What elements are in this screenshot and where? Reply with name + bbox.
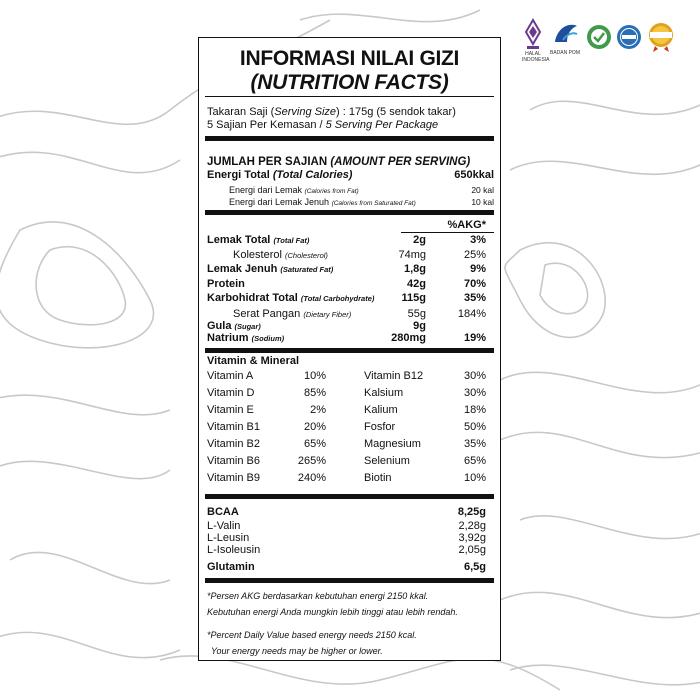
mineral-name: Kalium [364,404,398,416]
mineral-value: 50% [463,421,486,433]
vitamin-name: Vitamin B1 [207,421,260,433]
mineral-value: 30% [463,370,486,382]
mineral-name: Magnesium [364,438,421,450]
nutrient-akg: 9% [470,263,486,275]
servings-per-package-row: 5 Sajian Per Kemasan / 5 Serving Per Package [207,119,439,131]
serving-size-row: Takaran Saji (Serving Size) : 175g (5 sendok takar) [207,106,456,118]
amount-per-serving-header: JUMLAH PER SAJIAN (AMOUNT PER SERVING) [207,156,471,168]
footnote-id-line-2: Kebutuhan energi Anda mungkin lebih tinggi atau lebih rendah. [207,607,458,617]
vitamin-mineral-header: Vitamin & Mineral [207,355,300,367]
vitamin-value: 240% [297,472,326,484]
nutrient-akg: 25% [463,249,486,261]
mineral-value: 18% [463,404,486,416]
divider-thick [205,210,494,215]
amino-name: L-Valin [207,520,241,532]
bpom-caption: BADAN POM [549,50,580,56]
vitamin-name: Vitamin E [207,404,254,416]
nutrient-amount: 9g [413,320,426,332]
nutrient-row-sodium: Natrium (Sodium) [207,332,285,344]
nutrient-row-saturated-fat: Lemak Jenuh (Saturated Fat) [207,263,334,275]
divider-thick [205,348,494,353]
glutamin-value: 6,5g [463,561,486,573]
amino-name: L-Leusin [207,532,250,544]
nutrient-akg: 184% [457,308,486,320]
energy-total-value: 650kkal [454,169,494,181]
bpom-logo-icon [549,18,581,58]
nutrient-amount: 115g [401,292,426,304]
nutrient-akg: 70% [463,278,486,290]
footnote-en-line-1: *Percent Daily Value based energy needs 2150 kcal. [207,630,417,640]
nutrient-amount: 2g [413,234,426,246]
akg-header: %AKG* [447,219,486,231]
footnote-id-line-1: *Persen AKG berdasarkan kebutuhan energi 2150 kkal. [207,591,429,601]
vitamin-value: 10% [303,370,326,382]
nutrient-amount: 1,8g [403,263,426,275]
nutrient-amount: 55g [407,308,426,320]
nutrition-facts-panel [198,37,501,661]
nutrient-row-protein: Protein [207,278,245,290]
mineral-name: Fosfor [364,421,396,433]
nutrient-row-sugar: Gula (Sugar) [207,320,261,332]
vitamin-name: Vitamin B6 [207,455,260,467]
mineral-value: 35% [463,438,486,450]
energy-satfat-row: Energi dari Lemak Jenuh (Calories from Saturated Fat) [229,197,416,207]
halal-logo-icon [522,18,550,63]
divider-thick [205,136,494,141]
nutrient-akg: 35% [463,292,486,304]
amino-name: L-Isoleusin [207,544,261,556]
iso-logo-icon [616,24,642,50]
energy-total-row: Energi Total (Total Calories) [207,169,353,181]
vitamin-value: 20% [303,421,326,433]
nutrient-row-dietary-fiber: Serat Pangan (Dietary Fiber) [233,308,352,320]
vitamin-name: Vitamin B2 [207,438,260,450]
vitamin-name: Vitamin D [207,387,255,399]
footnote-en-line-2: Your energy needs may be higher or lower. [211,646,383,656]
vitamin-value: 65% [303,438,326,450]
halal-caption: HALAL INDONESIA [522,51,550,63]
mineral-value: 30% [463,387,486,399]
mineral-name: Kalsium [364,387,404,399]
divider-thick [205,578,494,583]
vitamin-value: 2% [310,404,326,416]
nutrient-row-carbohydrate: Karbohidrat Total (Total Carbohydrate) [207,292,375,304]
bcaa-value: 8,25g [457,506,486,518]
glutamin-label: Glutamin [207,561,255,573]
title-english: (NUTRITION FACTS) [250,71,449,94]
nutrient-amount: 42g [407,278,426,290]
divider-thick [205,494,494,499]
vitamin-value: 265% [297,455,326,467]
energy-satfat-value: 10 kal [471,197,494,207]
certification-logos [522,18,692,62]
vitamin-name: Vitamin B9 [207,472,260,484]
amino-value: 2,28g [458,520,486,532]
haccp-logo-icon [647,22,675,52]
nutrient-amount: 280mg [391,332,426,344]
bcaa-label: BCAA [207,506,239,518]
gmp-logo-icon [586,24,612,50]
nutrient-akg: 3% [470,234,486,246]
mineral-name: Vitamin B12 [364,370,424,382]
title-indonesian: INFORMASI NILAI GIZI [239,47,460,70]
nutrient-amount: 74mg [398,249,426,261]
energy-fat-row: Energi dari Lemak (Calories from Fat) [229,185,359,195]
amino-value: 3,92g [458,532,486,544]
nutrient-akg: 19% [463,332,486,344]
vitamin-name: Vitamin A [207,370,254,382]
energy-fat-value: 20 kal [471,185,494,195]
mineral-name: Biotin [364,472,392,484]
mineral-value: 10% [463,472,486,484]
mineral-value: 65% [463,455,486,467]
nutrient-row-total-fat: Lemak Total (Total Fat) [207,234,310,246]
nutrient-row-cholesterol: Kolesterol (Cholesterol) [233,249,328,261]
vitamin-value: 85% [303,387,326,399]
amino-value: 2,05g [458,544,486,556]
mineral-name: Selenium [364,455,410,467]
